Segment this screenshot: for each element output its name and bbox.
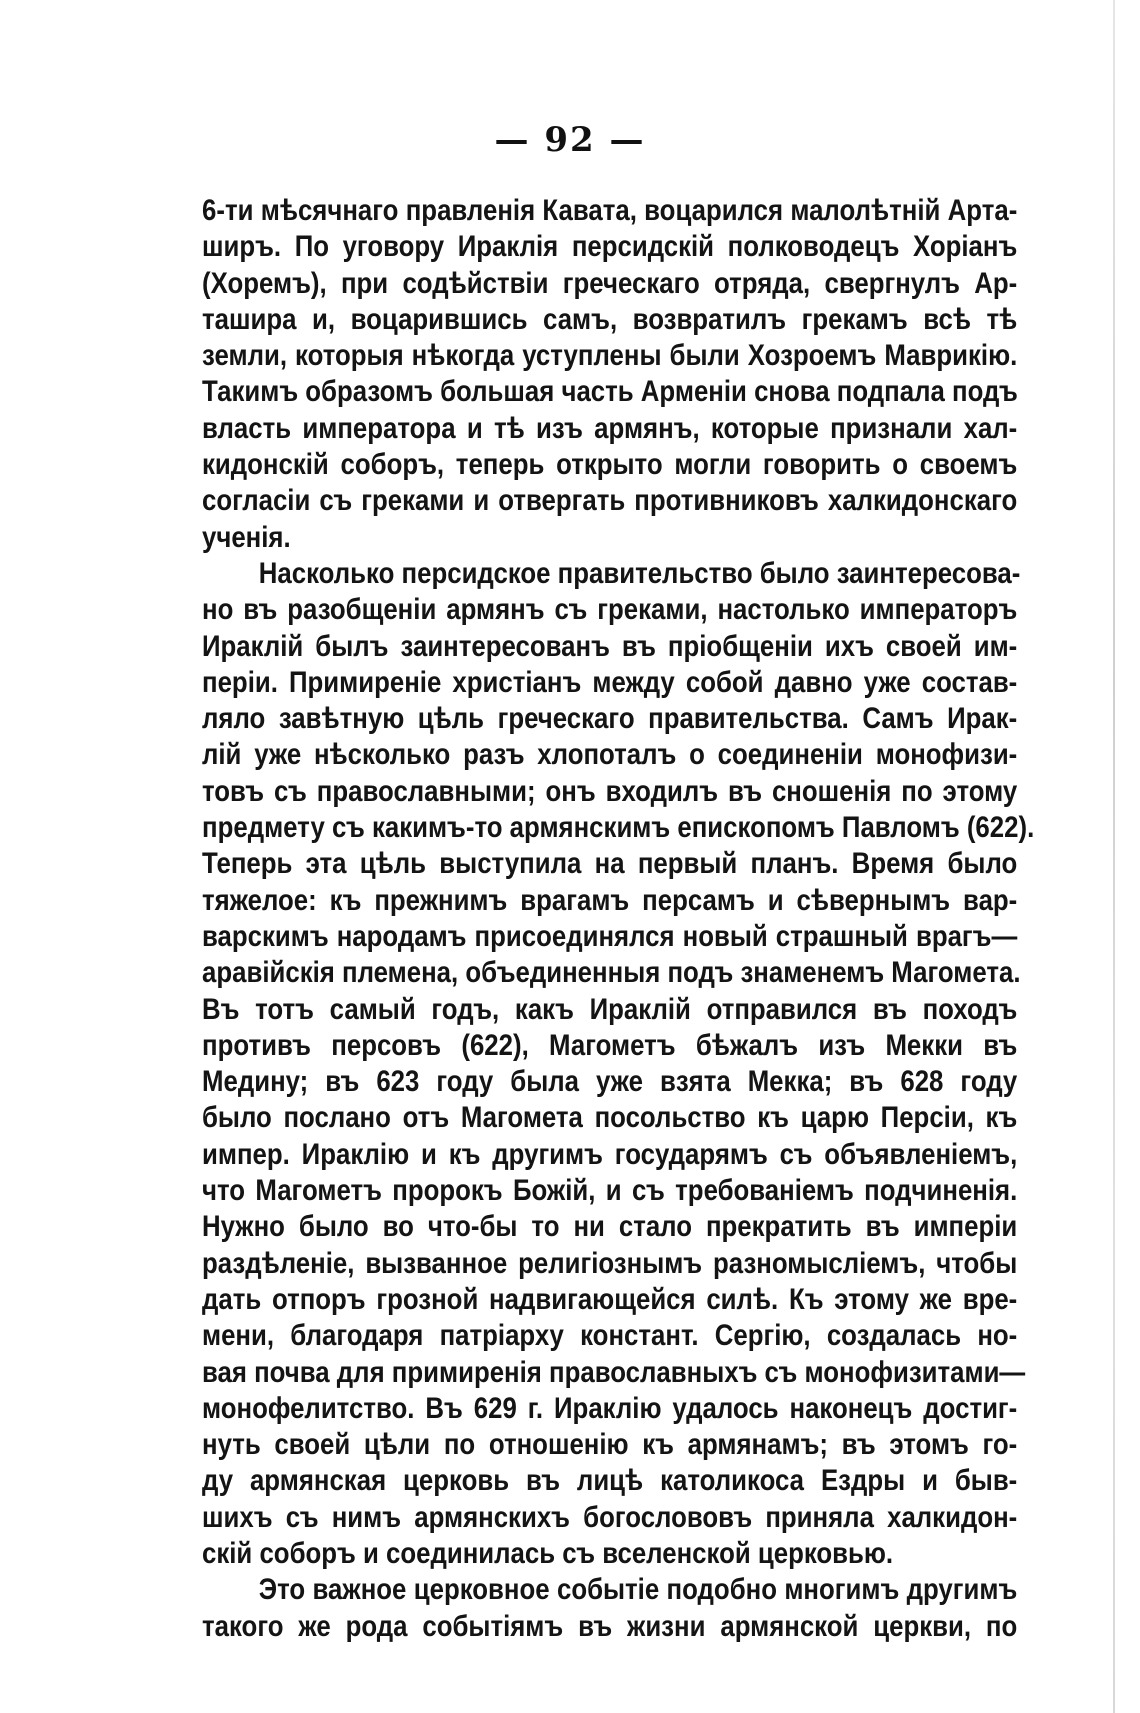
paragraph-start-line: Насколько персидское правительство было заинтересова- xyxy=(258,556,1021,590)
text-line: Медину; въ 623 году была уже взята Мекка; въ 628 году xyxy=(202,1065,1018,1099)
text-line: согласіи съ греками и отвергать противниковъ халкидонскаго xyxy=(202,484,1018,518)
text-line: такого же рода событіямъ въ жизни армянской церкви, по xyxy=(202,1609,1018,1643)
text-line: (Хоремъ), при содѣйствіи греческаго отряда, свергнулъ Ар- xyxy=(202,266,1018,300)
body-text xyxy=(202,193,1035,1645)
text-line: Въ тотъ самый годъ, какъ Ираклій отправился въ походъ xyxy=(202,992,1018,1026)
text-line: импер. Ираклію и къ другимъ государямъ съ объявленіемъ, xyxy=(202,1137,1018,1171)
text-line: скій соборъ и соединилась съ вселенской церковью. xyxy=(202,1536,894,1570)
text-line: но въ разобщеніи армянъ съ греками, настолько императоръ xyxy=(202,593,1018,627)
text-line: товъ съ православными; онъ входилъ въ сношенія по этому xyxy=(202,774,1018,808)
text-line: ташира и, воцарившись самъ, возвратилъ грекамъ всѣ тѣ xyxy=(202,302,1018,336)
text-line: лій уже нѣсколько разъ хлопоталъ о соединеніи монофизи- xyxy=(202,738,1018,772)
text-line: ширъ. По уговору Ираклія персидскій полководецъ Хоріанъ xyxy=(202,230,1018,264)
text-line: Ираклій былъ заинтересованъ въ пріобщеніи ихъ своей им- xyxy=(202,629,1018,663)
text-line: Такимъ образомъ большая часть Арменіи снова подпала подъ xyxy=(202,375,1018,409)
text-line: земли, которыя нѣкогда уступлены были Хозроемъ Маврикію. xyxy=(202,339,1018,373)
text-line: Нужно было во что-бы то ни стало прекратить въ имперіи xyxy=(202,1210,1018,1244)
text-line: Теперь эта цѣль выступила на первый планъ. Время было xyxy=(202,847,1018,881)
text-line: ду армянская церковь въ лицѣ католикоса Ездры и быв- xyxy=(202,1464,1018,1498)
page-edge-line xyxy=(1113,0,1115,1713)
text-line: дать отпоръ грозной надвигающейся силѣ. Къ этому же вре- xyxy=(202,1282,1018,1316)
text-line: ляло завѣтную цѣль греческаго правительства. Самъ Ирак- xyxy=(202,702,1018,736)
text-line: аравійскія племена, объединенныя подъ знаменемъ Магомета. xyxy=(202,956,1021,990)
paragraph-start-line: Это важное церковное событіе подобно многимъ другимъ xyxy=(258,1573,1018,1607)
text-line: 6-ти мѣсячнаго правленія Кавата, воцарился малолѣтній Арта- xyxy=(202,194,1018,227)
text-line: раздѣленіе, вызванное религіознымъ разномысліемъ, чтобы xyxy=(202,1246,1018,1280)
text-line: вая почва для примиренія православныхъ съ монофизитами— xyxy=(202,1355,1026,1389)
text-line: кидонскій соборъ, теперь открыто могли говорить о своемъ xyxy=(202,448,1018,482)
text-line: ученія. xyxy=(202,520,291,554)
text-line: было послано отъ Магомета посольство къ царю Персіи, къ xyxy=(202,1101,1018,1135)
text-line: нуть своей цѣли по отношенію къ армянамъ; въ этомъ го- xyxy=(202,1428,1018,1462)
text-line: мени, благодаря патріарху констант. Сергію, создалась но- xyxy=(202,1319,1018,1353)
text-line: періи. Примиреніе христіанъ между собой давно уже состав- xyxy=(202,665,1018,699)
text-line: тяжелое: къ прежнимъ врагамъ персамъ и сѣвернымъ вар- xyxy=(202,883,1018,917)
text-line: противъ персовъ (622), Магометъ бѣжалъ изъ Мекки въ xyxy=(202,1028,1018,1062)
text-line: власть императора и тѣ изъ армянъ, которые признали хал- xyxy=(202,411,1018,445)
text-line: предмету съ какимъ-то армянскимъ епископомъ Павломъ (622). xyxy=(202,811,1035,845)
text-line: шихъ съ нимъ армянскихъ богослововъ приняла халкидон- xyxy=(202,1500,1018,1534)
text-line: варскимъ народамъ присоединялся новый страшный врагъ— xyxy=(202,919,1018,953)
text-line: монофелитство. Въ 629 г. Ираклію удалось наконецъ достиг- xyxy=(202,1391,1018,1425)
text-line: что Магометъ пророкъ Божій, и съ требованіемъ подчиненія. xyxy=(202,1174,1018,1208)
page-number: — 92 — xyxy=(494,120,646,160)
